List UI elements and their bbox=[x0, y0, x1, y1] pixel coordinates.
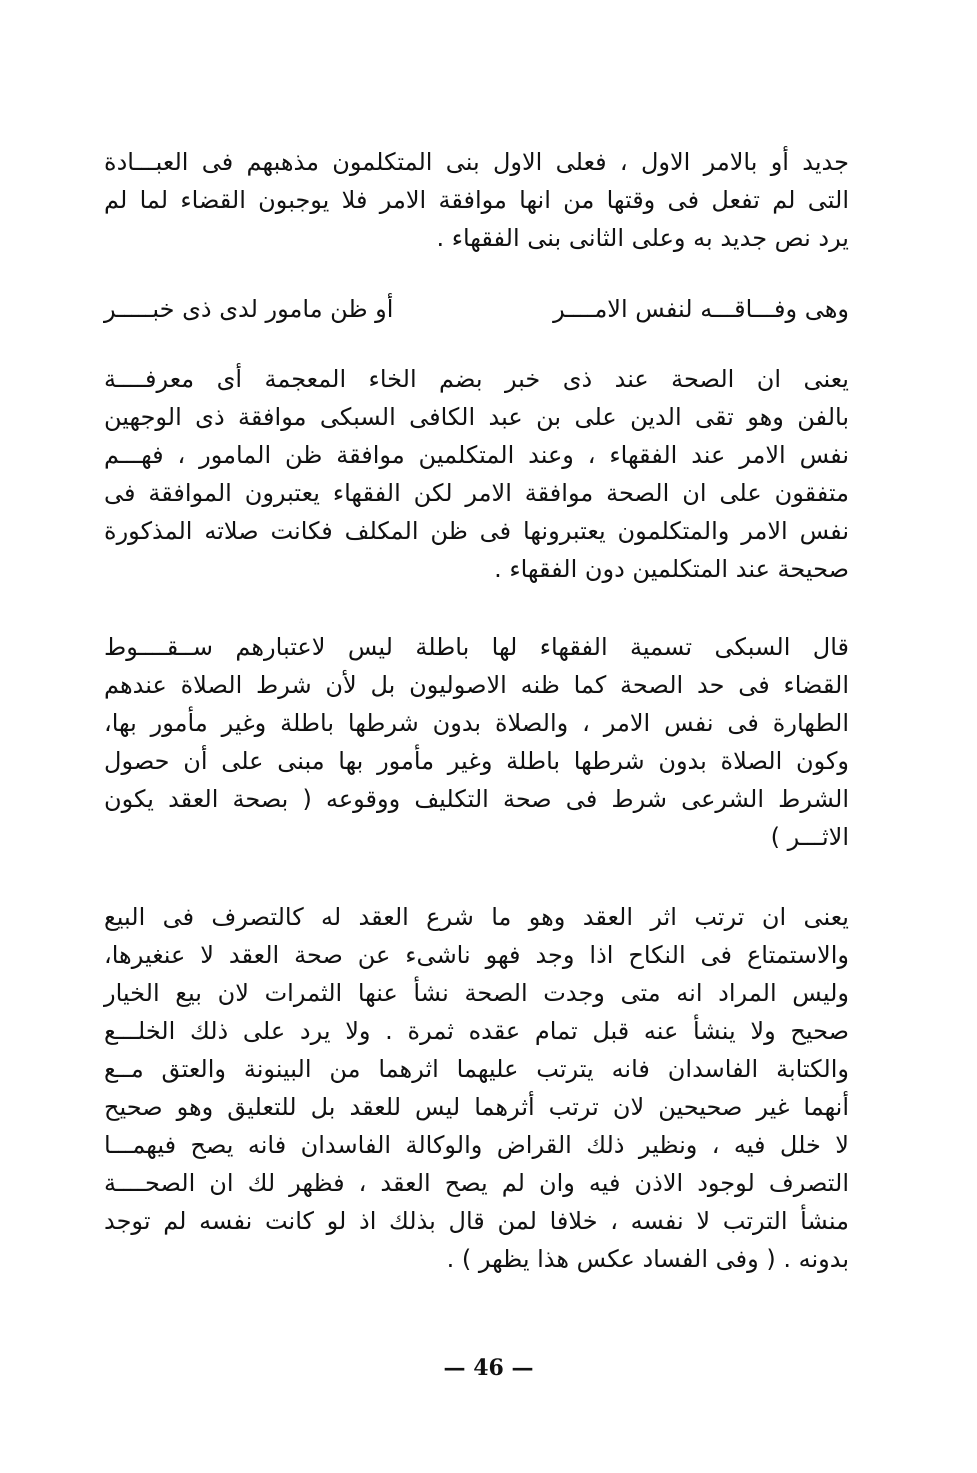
text-line: بالفن وهو تقى الدين على بن عبد الكافى السبكى موافقة ذى الوجهين bbox=[104, 403, 849, 431]
text-line: الطهارة فى نفس الامر ، والصلاة بدون شرطها باطلة وغير مأمور بها، bbox=[104, 709, 849, 737]
text-line: صحيح ولا ينشأ عنه قبل تمام عقده ثمرة . ولا يرد على ذلك الخلـــع bbox=[104, 1017, 849, 1045]
text-line: بدونه . ( وفى الفساد عكس هذا يظهر ) . bbox=[446, 1245, 849, 1273]
text-line: قال السبكى تسمية الفقهاء لها باطلة ليس لاعتبارهم ســقــــوط bbox=[104, 633, 849, 661]
paragraph-3 bbox=[104, 628, 849, 856]
text-line: يعنى ان الصحة عند ذى خبر بضم الخاء المعجمة أى معرفــــة bbox=[104, 365, 849, 393]
text-line: نفس الامر والمتكلمون يعتبرونها فى ظن المكلف فكانت صلاته المذكورة bbox=[104, 517, 849, 545]
text-line: يرد نص جديد به وعلى الثانى بنى الفقهاء . bbox=[436, 224, 849, 252]
text-line: صحيحة عند المتكلمين دون الفقهاء . bbox=[494, 555, 849, 583]
text-line: الاثـــر ) bbox=[770, 823, 849, 851]
text-line: التصرف لوجود الاذن فيه وان لم يصح العقد ، فظهر لك ان الصحــــة bbox=[104, 1169, 849, 1197]
text-line: يعنى ان ترتب اثر العقد وهو ما شرع العقد له كالتصرف فى البيع bbox=[104, 903, 849, 931]
paragraph-2 bbox=[104, 360, 849, 588]
text-line: والكتابة الفاسدان فانه يترتب عليهما اثرهما من البينونة والعتق مــع bbox=[104, 1055, 849, 1083]
page-number: — 46 — bbox=[443, 1355, 534, 1381]
text-line: أنهما غير صحيحين لان ترتب أثرهما ليس للعقد بل للتعليق وهو صحيح bbox=[104, 1093, 849, 1121]
paragraph-4 bbox=[104, 898, 849, 1278]
text-line: لا خلل فيه ، ونظير ذلك القراض والوكالة الفاسدان فانه يصح فيهمـــا bbox=[104, 1131, 849, 1159]
text-line: جديد أو بالامر الاول ، فعلى الاول بنى المتكلمون مذهبهم فى العبـــادة bbox=[104, 148, 849, 176]
verse-line bbox=[104, 290, 849, 330]
text-line: نفس الامر عند الفقهاء ، وعند المتكلمين موافقة ظن المامور ، فهـــم bbox=[104, 441, 849, 469]
text-line: منشأ الترتب لا نفسه ، خلافا لمن قال بذلك اذ لو كانت نفسه لم توجد bbox=[104, 1207, 849, 1235]
verse-second-half: أو ظن مامور لدى ذى خبـــــر bbox=[104, 295, 394, 323]
text-line: والاستمتاع فى النكاح اذا وجد فهو ناشىء عن صحة العقد لا عنغيرها، bbox=[104, 941, 849, 969]
paragraph-1 bbox=[104, 143, 849, 257]
text-line: الشرط الشرعى شرط فى صحة التكليف ووقوعه ( بصحة العقد يكون bbox=[104, 785, 849, 813]
text-line: القضاء فى حد الصحة كما ظنه الاصوليون بل لأن شرط الصلاة عندهم bbox=[104, 671, 849, 699]
text-line: متفقون على ان الصحة موافقة الامر لكن الفقهاء يعتبرون الموافقة فى bbox=[104, 479, 849, 507]
text-line: وكون الصلاة بدون شرطها باطلة وغير مأمور بها مبنى على أن حصول bbox=[104, 747, 849, 775]
text-line: التى لم تفعل فى وقتها من انها موافقة الامر فلا يوجبون القضاء لما لم bbox=[104, 186, 849, 214]
verse-first-half: وهى وفـــاقـــه لنفس الامــــر bbox=[553, 295, 849, 323]
text-line: وليس المراد انه متى وجدت الصحة نشأ عنها الثمرات لان بيع الخيار bbox=[104, 979, 849, 1007]
